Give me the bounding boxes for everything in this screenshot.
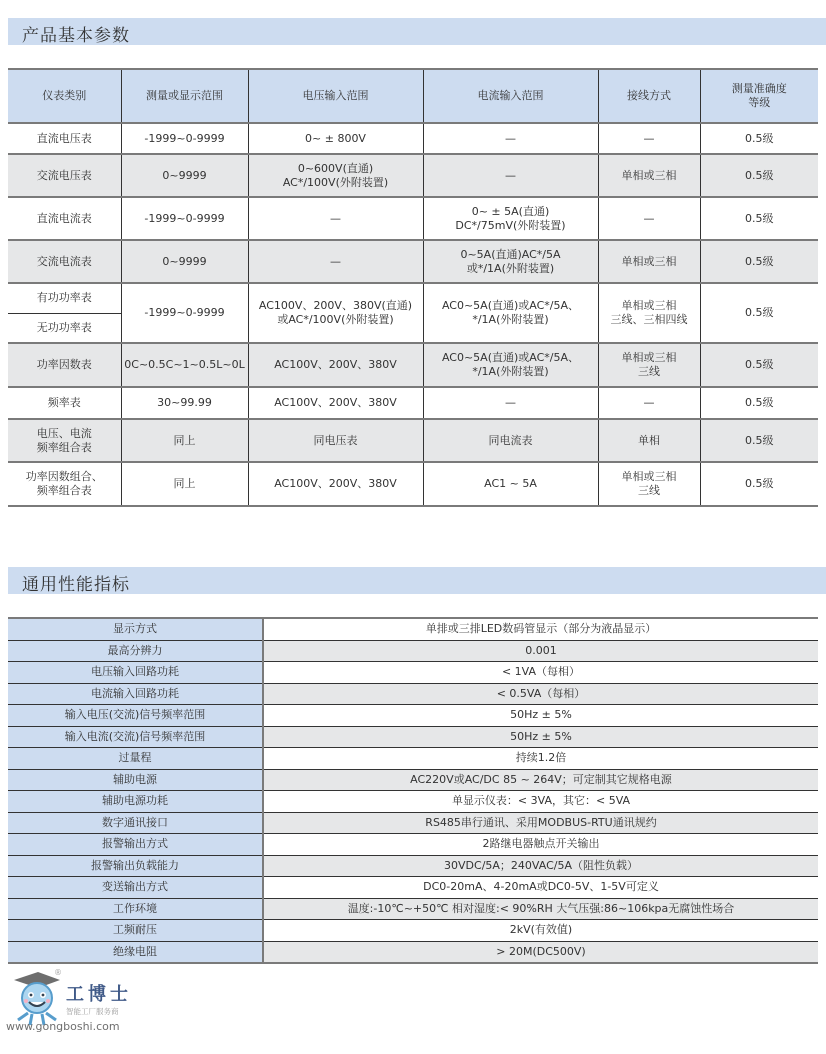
table-row [8,877,818,899]
spec-value: 30VDC/5A；240VAC/5A（阻性负载） [263,855,818,877]
spec-value: 2kV(有效值) [263,920,818,942]
cell-voltage: 同电压表 [248,419,423,462]
cell-wiring: 单相或三相 [598,154,700,197]
performance-table [8,617,818,964]
cell-type [8,419,121,462]
table-row [8,769,818,791]
cell-accuracy: 0.5级 [700,419,818,462]
cell-line: 单相或三相 [621,351,677,364]
spec-label: 数字通讯接口 [8,812,263,834]
registered-mark: ® [54,968,62,977]
cell-current: — [423,154,598,197]
col-header-current: 电流输入范围 [423,69,598,123]
cell-wiring: 单相 [598,419,700,462]
spec-value: RS485串行通讯、采用MODBUS-RTU通讯规约 [263,812,818,834]
spec-label: 辅助电源 [8,769,263,791]
cell-range: -1999~0-9999 [121,197,248,240]
table-row [8,640,818,662]
cell-current [423,283,598,343]
cell-accuracy: 0.5级 [700,197,818,240]
cell-wiring: 单相或三相 [598,240,700,283]
spec-value: 单排或三排LED数码管显示（部分为液晶显示） [263,618,818,640]
spec-value: 50Hz ± 5% [263,705,818,727]
spec-value: 温度:-10℃~+50℃ 相对湿度:< 90%RH 大气压强:86~106kpa无腐蚀性场合 [263,898,818,920]
cell-voltage: AC100V、200V、380V [248,343,423,387]
cell-line: AC0~5A(直通)或AC*/5A、 [441,299,580,312]
cell-range: 0~9999 [121,240,248,283]
watermark-logo [6,968,156,1048]
cell-line: AC*/100V(外附装置) [282,175,389,189]
table-row [8,462,818,506]
spec-value: > 20M(DC500V) [263,941,818,963]
table-row [8,834,818,856]
cell-line: AC100V、200V、380V(直通) [258,299,413,312]
cell-type [8,462,121,506]
spec-label: 最高分辨力 [8,640,263,662]
table-row [8,283,818,313]
cell-voltage [248,283,423,343]
cell-line: 三线、三相四线 [610,313,688,326]
table-row [8,812,818,834]
spec-label: 变送输出方式 [8,877,263,899]
cell-voltage: 0~ ± 800V [248,123,423,154]
cell-line: 单相或三相 [621,299,677,312]
cell-voltage [248,154,423,197]
cell-range: 30~99.99 [121,387,248,419]
table-row [8,726,818,748]
col-header-range: 测量或显示范围 [121,69,248,123]
cell-current: — [423,387,598,419]
cell-type: 无功功率表 [8,313,121,343]
spec-value: 单显示仪表：< 3VA，其它：< 5VA [263,791,818,813]
cell-accuracy: 0.5级 [700,154,818,197]
table-row [8,387,818,419]
spec-label: 辅助电源功耗 [8,791,263,813]
cell-wiring [598,283,700,343]
table-header-row [8,69,818,123]
table-row [8,705,818,727]
watermark-brand: 工博士 [66,984,132,1005]
spec-value: DC0-20mA、4-20mA或DC0-5V、1-5V可定义 [263,877,818,899]
spec-label: 电压输入回路功耗 [8,662,263,684]
table-row [8,941,818,963]
cell-accuracy: 0.5级 [700,343,818,387]
table-row [8,197,818,240]
cell-accuracy: 0.5级 [700,240,818,283]
cell-type: 直流电压表 [8,123,121,154]
cell-current [423,343,598,387]
cell-line: AC0~5A(直通)或AC*/5A、 [441,351,580,364]
cell-line: */1A(外附装置) [472,313,549,326]
col-header-type: 仪表类别 [8,69,121,123]
table-row [8,662,818,684]
basic-params-table [8,68,818,507]
cell-accuracy: 0.5级 [700,462,818,506]
cell-line: 单相或三相 [621,470,677,483]
cell-wiring: — [598,387,700,419]
col-header-wiring: 接线方式 [598,69,700,123]
section-title: 产品基本参数 [22,26,130,46]
table-row [8,618,818,640]
section-title: 通用性能指标 [22,575,130,595]
spec-value: 50Hz ± 5% [263,726,818,748]
cell-current: 同电流表 [423,419,598,462]
cell-line: DC*/75mV(外附装置) [455,218,566,232]
spec-label: 工作环境 [8,898,263,920]
cell-line: 三线 [638,484,660,497]
table-row [8,343,818,387]
cell-range: -1999~0-9999 [121,123,248,154]
cell-voltage: AC100V、200V、380V [248,387,423,419]
cell-current [423,197,598,240]
spec-value: AC220V或AC/DC 85 ~ 264V；可定制其它规格电源 [263,769,818,791]
cell-current: — [423,123,598,154]
spec-value: 2路继电器触点开关输出 [263,834,818,856]
spec-label: 绝缘电阻 [8,941,263,963]
cell-type: 有功功率表 [8,283,121,313]
cell-type: 频率表 [8,387,121,419]
cell-type: 交流电流表 [8,240,121,283]
cell-type: 直流电流表 [8,197,121,240]
cell-line: */1A(外附装置) [472,365,549,378]
cell-line: 频率组合表 [36,440,92,454]
spec-value: 0.001 [263,640,818,662]
cell-line: 功率因数组合、 [25,470,103,483]
spec-label: 报警输出负载能力 [8,855,263,877]
watermark-tagline: 智能工厂服务商 [66,1007,119,1016]
header-line: 测量准确度 [731,82,787,95]
spec-value: 持续1.2倍 [263,748,818,770]
cell-voltage: AC100V、200V、380V [248,462,423,506]
cell-range: 同上 [121,462,248,506]
table-row [8,154,818,197]
spec-label: 报警输出方式 [8,834,263,856]
section-banner-general-performance [8,567,826,594]
table-row [8,419,818,462]
col-header-voltage: 电压输入范围 [248,69,423,123]
cell-accuracy: 0.5级 [700,123,818,154]
col-header-accuracy [700,69,818,123]
cell-line: 三线 [638,365,660,378]
spec-label: 输入电压(交流)信号频率范围 [8,705,263,727]
cell-current [423,240,598,283]
table-row [8,123,818,154]
cell-line: 0~600V(直通) [297,161,374,175]
cell-accuracy: 0.5级 [700,387,818,419]
cell-range: -1999~0-9999 [121,283,248,343]
cell-accuracy: 0.5级 [700,283,818,343]
table-row [8,791,818,813]
cell-line: 电压、电流 [36,426,92,440]
cell-line: 0~ ± 5A(直通) [471,204,550,218]
cell-wiring [598,343,700,387]
cell-type: 功率因数表 [8,343,121,387]
spec-label: 电流输入回路功耗 [8,683,263,705]
cell-line: 0~5A(直通)AC*/5A [460,247,561,261]
cell-range: 同上 [121,419,248,462]
cell-voltage: — [248,240,423,283]
spec-label: 工频耐压 [8,920,263,942]
spec-value: < 1VA（每相） [263,662,818,684]
table-row [8,683,818,705]
cell-wiring: — [598,123,700,154]
cell-current: AC1 ~ 5A [423,462,598,506]
spec-label: 过量程 [8,748,263,770]
cell-wiring [598,462,700,506]
table-row [8,898,818,920]
spec-label: 输入电流(交流)信号频率范围 [8,726,263,748]
cell-line: 或AC*/100V(外附装置) [277,313,394,326]
table-row [8,748,818,770]
header-line: 等级 [748,96,771,109]
watermark-url: www.gongboshi.com [6,1020,120,1033]
cell-type: 交流电压表 [8,154,121,197]
spec-label: 显示方式 [8,618,263,640]
cell-range: 0C~0.5C~1~0.5L~0L [121,343,248,387]
spec-value: < 0.5VA（每相） [263,683,818,705]
cell-wiring: — [598,197,700,240]
table-row [8,240,818,283]
table-row [8,920,818,942]
cell-voltage: — [248,197,423,240]
table-row [8,855,818,877]
cell-line: 或*/1A(外附装置) [466,261,555,275]
section-banner-basic-params [8,18,826,45]
cell-line: 频率组合表 [36,484,92,497]
cell-range: 0~9999 [121,154,248,197]
